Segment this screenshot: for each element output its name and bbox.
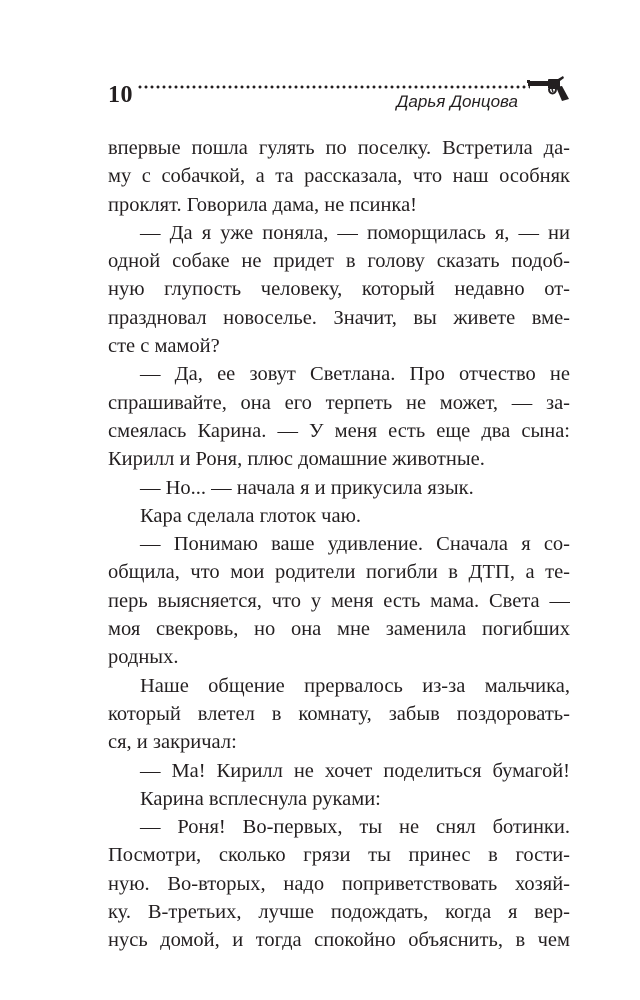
text-line: — Понимаю ваше удивление. Сначала я со-	[140, 533, 570, 556]
text-line: Наше общение прервалось из-за мальчика,	[140, 674, 570, 697]
text-line: ную глупость человеку, который недавно от-	[108, 278, 570, 301]
text-line: ку. В-третьих, лучше подождать, когда я вер-	[108, 901, 570, 924]
running-author: Дарья Донцова	[396, 92, 518, 111]
text-line: Кара сделала глоток чаю.	[140, 504, 362, 527]
text-line: му с собачкой, а та рассказала, что наш особняк	[108, 165, 570, 188]
text-line: Кирилл и Роня, плюс домашние животные.	[108, 448, 485, 471]
text-line: — Ма! Кирилл не хочет поделиться бумагой!	[140, 759, 570, 782]
text-line: — Но... — начала я и прикусила язык.	[140, 476, 474, 499]
text-line: проклят. Говорила дама, не псинка!	[108, 193, 418, 216]
text-line: общила, что мои родители погибли в ДТП, а те-	[108, 561, 570, 584]
text-line: смеялась Карина. — У меня есть еще два сына:	[108, 419, 570, 442]
text-line: который влетел в комнату, забыв поздоровать-	[108, 702, 570, 725]
text-line: сте с мамой?	[108, 335, 220, 358]
running-header	[108, 78, 570, 118]
text-line: — Да я уже поняла, — поморщилась я, — ни	[140, 221, 570, 244]
page-number: 10	[108, 82, 133, 108]
text-line: ную. Во-вторых, надо поприветствовать хозяй-	[108, 872, 570, 895]
text-line: перь выясняется, что у меня есть мама. Света —	[108, 589, 570, 612]
dotted-rule	[138, 85, 530, 89]
text-line: ся, и закричал:	[108, 731, 237, 754]
text-line: родных.	[108, 646, 179, 669]
text-line: праздновал новоселье. Значит, вы живете вме-	[108, 306, 570, 329]
text-line: спрашивайте, она его терпеть не может, — за-	[108, 391, 570, 414]
text-line: нусь домой, и тогда спокойно объяснить, в чем	[108, 929, 570, 952]
revolver-icon	[526, 76, 570, 102]
text-line: моя свекровь, но она мне заменила погибших	[108, 618, 570, 641]
text-line: Карина всплеснула руками:	[140, 787, 381, 810]
text-line: Посмотри, сколько грязи ты принес в гости-	[108, 844, 570, 867]
text-line: впервые пошла гулять по поселку. Встретила да-	[108, 137, 570, 159]
text-line: одной собаке не придет в голову сказать подоб-	[108, 250, 570, 273]
text-line: — Роня! Во-первых, ты не снял ботинки.	[140, 816, 570, 839]
text-line: — Да, ее зовут Светлана. Про отчество не	[140, 363, 570, 386]
body-text	[108, 134, 570, 955]
